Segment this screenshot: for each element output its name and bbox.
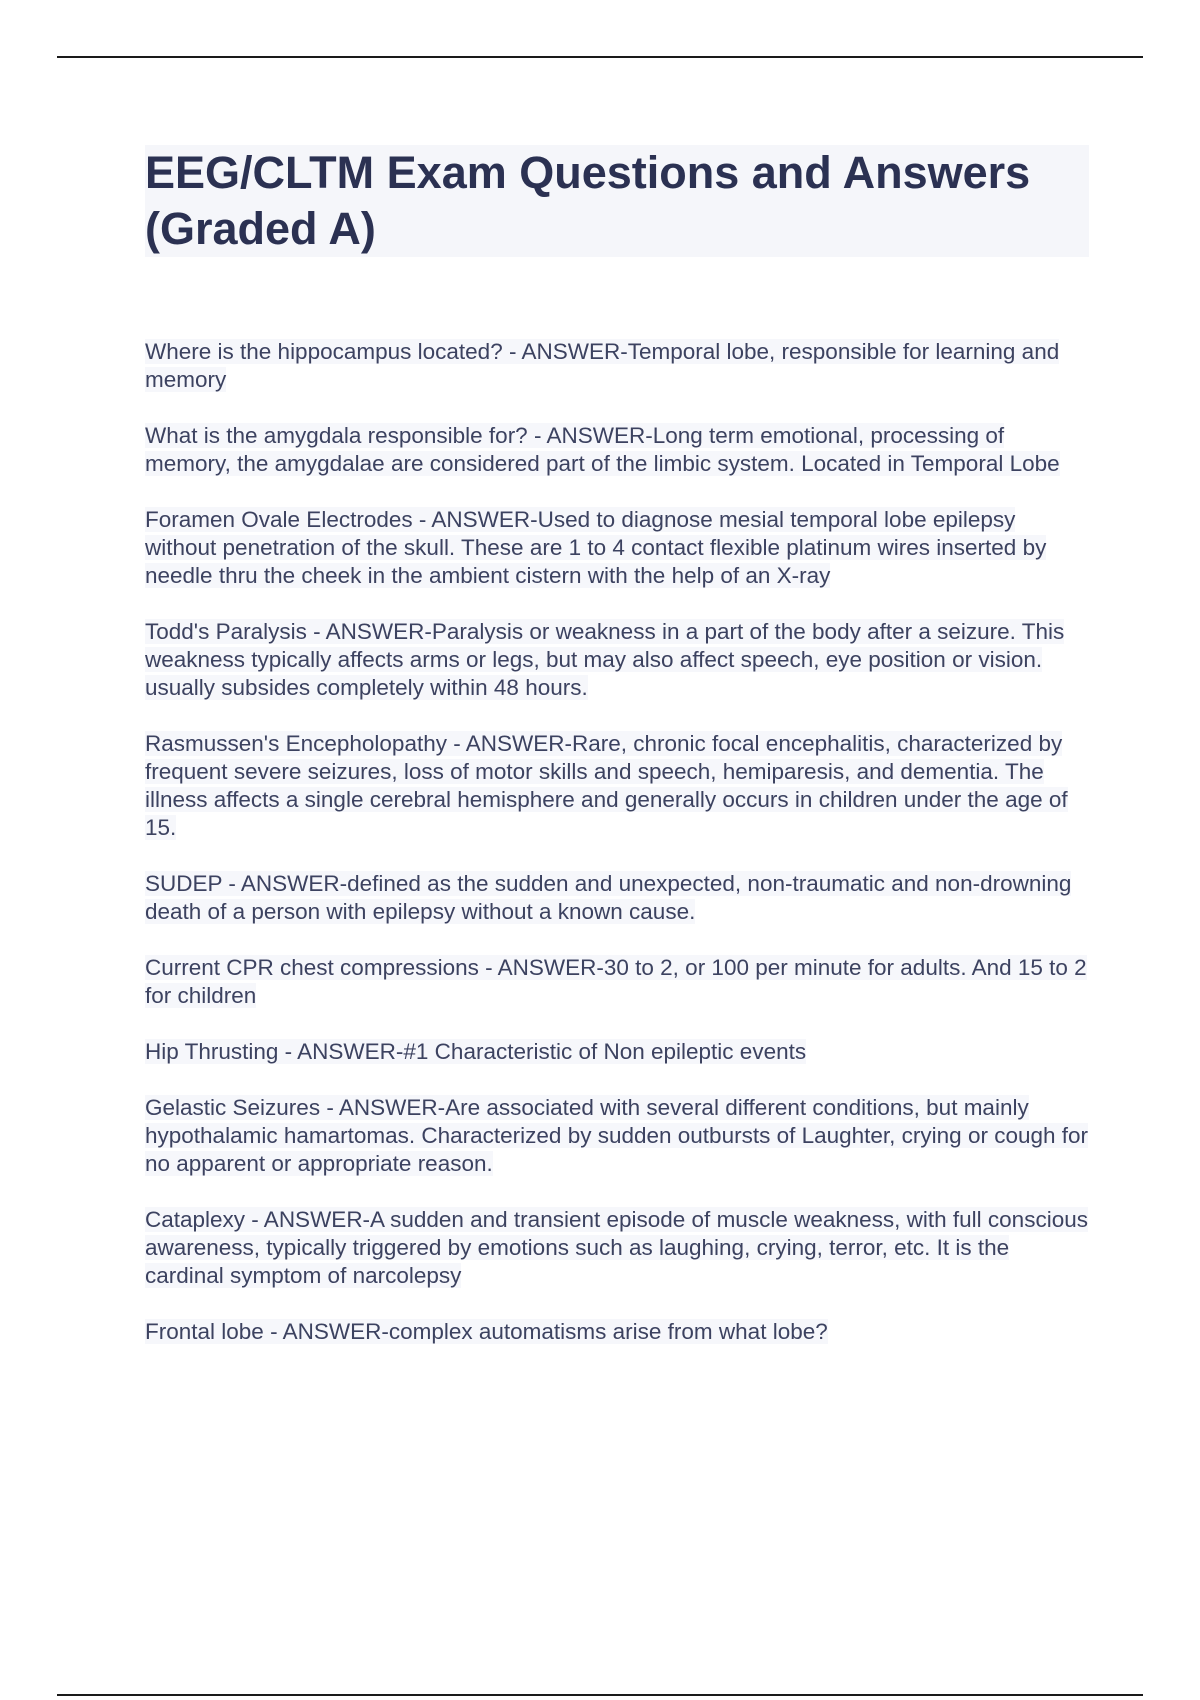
page-title: EEG/CLTM Exam Questions and Answers (Graded A) — [145, 147, 1031, 254]
qa-item — [145, 338, 1090, 394]
qa-item-text: Cataplexy - ANSWER-A sudden and transient episode of muscle weakness, with full conscious awareness, typically triggered by emotions such as laughing, crying, terror, etc. It is the cardinal symptom of narcolepsy — [145, 1207, 1088, 1288]
qa-item — [145, 1038, 1090, 1066]
title-block — [145, 145, 1089, 257]
qa-item-text: Hip Thrusting - ANSWER-#1 Characteristic of Non epileptic events — [145, 1039, 807, 1064]
qa-item — [145, 870, 1090, 926]
qa-item-text: Where is the hippocampus located? - ANSWER-Temporal lobe, responsible for learning and memory — [145, 339, 1060, 392]
qa-item-text: Todd's Paralysis - ANSWER-Paralysis or weakness in a part of the body after a seizure. This weakness typically affects arms or legs, but may also affect speech, eye position or vision. usually subsides completely within 48 hours. — [145, 619, 1065, 700]
qa-list — [145, 338, 1090, 1374]
qa-item — [145, 1318, 1090, 1346]
qa-item-text: Frontal lobe - ANSWER-complex automatisms arise from what lobe? — [145, 1319, 828, 1344]
qa-item-text: Current CPR chest compressions - ANSWER-30 to 2, or 100 per minute for adults. And 15 to 2 for children — [145, 955, 1087, 1008]
qa-item — [145, 1094, 1090, 1178]
qa-item — [145, 506, 1090, 590]
qa-item-text: What is the amygdala responsible for? - ANSWER-Long term emotional, processing of memory, the amygdalae are considered part of the limbic system. Located in Temporal Lobe — [145, 423, 1060, 476]
qa-item — [145, 422, 1090, 478]
qa-item-text: SUDEP - ANSWER-defined as the sudden and unexpected, non-traumatic and non-drowning death of a person with epilepsy without a known cause. — [145, 871, 1072, 924]
top-divider — [57, 56, 1143, 58]
qa-item-text: Gelastic Seizures - ANSWER-Are associated with several different conditions, but mainly hypothalamic hamartomas. Characterized by sudden outbursts of Laughter, crying or cough for no apparent or appropriate reason. — [145, 1095, 1089, 1176]
qa-item — [145, 954, 1090, 1010]
qa-item-text: Foramen Ovale Electrodes - ANSWER-Used to diagnose mesial temporal lobe epilepsy without penetration of the skull. These are 1 to 4 contact flexible platinum wires inserted by needle thru the cheek in the ambient cistern with the help of an X-ray — [145, 507, 1047, 588]
qa-item-text: Rasmussen's Encepholopathy - ANSWER-Rare, chronic focal encephalitis, characterized by frequent severe seizures, loss of motor skills and speech, hemiparesis, and dementia. The illness affects a single cerebral hemisphere and generally occurs in children under the age of 15. — [145, 731, 1068, 840]
qa-item — [145, 730, 1090, 842]
qa-item — [145, 618, 1090, 702]
bottom-divider — [57, 1694, 1143, 1696]
qa-item — [145, 1206, 1090, 1290]
